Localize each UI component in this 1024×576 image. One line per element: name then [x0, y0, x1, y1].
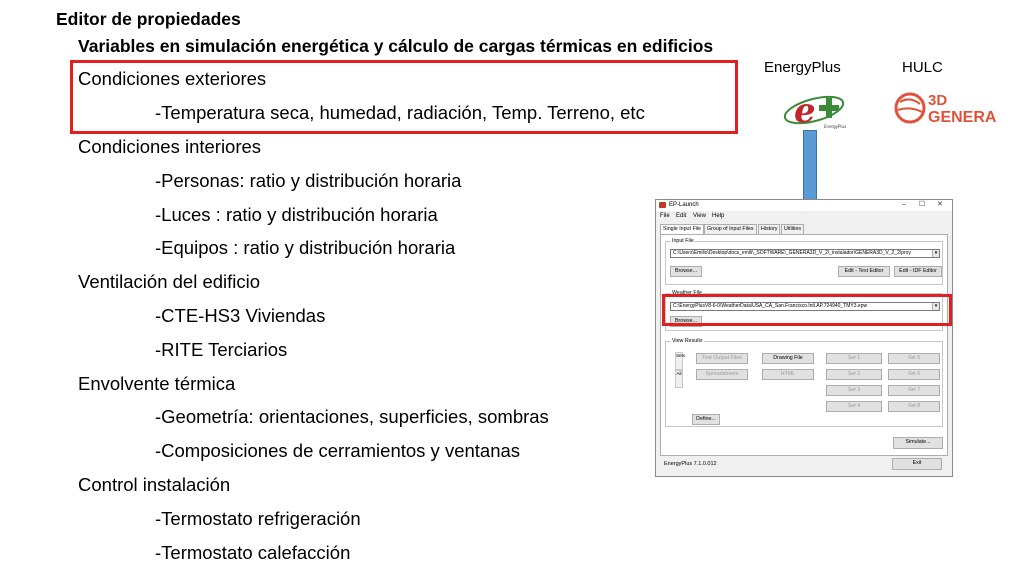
chevron-down-icon[interactable]: ▾: [932, 250, 939, 257]
tab-panel: [660, 234, 948, 456]
window-title: EP-Launch: [669, 202, 699, 208]
section-heading-control: Control instalación: [78, 474, 231, 495]
tab-utilities[interactable]: Utilities: [781, 224, 804, 234]
energyplus-logo-sub: EnergyPlus: [824, 124, 847, 129]
tab-group-input-files[interactable]: Group of Input Files: [704, 224, 757, 234]
menu-view[interactable]: View: [693, 213, 706, 219]
menubar: [656, 212, 952, 221]
input-file-value: C:\Users\Emilio\Desktop\docs_emili\_SOFTWARE\_GENERA3D_V_2\_instalador\GENERA3D_V_2_2\proy: [673, 250, 911, 256]
list-item: -Personas: ratio y distribución horaria: [155, 170, 462, 191]
exit-button[interactable]: Exit: [892, 458, 942, 470]
set-6-button[interactable]: Set 6: [888, 369, 940, 380]
energyplus-logo: [780, 88, 852, 130]
highlight-box-weather: [662, 294, 952, 326]
weather-file-value: C:\EnergyPlusV8-6-0\WeatherData\USA_CA_San.Francisco.Intl.AP.724940_TMY3.epw: [673, 303, 868, 309]
edit-text-editor-button[interactable]: Edit - Text Editor: [838, 266, 890, 277]
list-item: -Termostato calefacción: [155, 542, 351, 563]
svg-text:e: e: [794, 91, 816, 130]
view-results-group: [665, 338, 943, 427]
section-heading-exterior: Condiciones exteriores: [78, 68, 267, 89]
set-7-button[interactable]: Set 7: [888, 385, 940, 396]
minimize-icon[interactable]: –: [902, 201, 906, 208]
app-icon: [659, 202, 666, 208]
input-file-select[interactable]: [670, 249, 940, 258]
menu-edit[interactable]: Edit: [676, 213, 687, 219]
list-item: -Luces : ratio y distribución horaria: [155, 204, 438, 225]
section-heading-interior: Condiciones interiores: [78, 136, 262, 157]
edit-idf-editor-button[interactable]: Edit - IDF Editor: [894, 266, 942, 277]
menu-file[interactable]: File: [660, 213, 670, 219]
slide-subtitle: Variables en simulación energética y cálculo de cargas térmicas en edificios: [78, 36, 714, 56]
set-3-button[interactable]: Set 3: [826, 385, 882, 396]
sets-side-tab[interactable]: Sets: [675, 352, 683, 370]
hulc-label: HULC: [902, 59, 943, 76]
set-8-button[interactable]: Set 8: [888, 401, 940, 412]
view-results-label: View Results: [672, 338, 703, 344]
text-output-files-button[interactable]: Text Output Files: [696, 353, 748, 364]
input-file-group: [665, 238, 943, 285]
weather-browse-button[interactable]: Browse...: [670, 316, 702, 327]
ep-launch-window: [655, 199, 953, 477]
set-2-button[interactable]: Set 2: [826, 369, 882, 380]
simulate-button[interactable]: Simulate...: [893, 437, 943, 449]
window-titlebar: [656, 200, 952, 211]
list-item: -RITE Terciarios: [155, 339, 288, 360]
menu-help[interactable]: Help: [712, 213, 725, 219]
tab-single-input-file[interactable]: Single Input File: [660, 224, 704, 234]
highlight-box-exterior: [70, 60, 738, 134]
list-item: -Temperatura seca, humedad, radiación, Temp. Terreno, etc: [155, 102, 645, 123]
tab-history[interactable]: History: [758, 224, 780, 234]
list-item: -CTE-HS3 Viviendas: [155, 305, 326, 326]
set-5-button[interactable]: Set 5: [888, 353, 940, 364]
slide-title: Editor de propiedades: [56, 9, 241, 29]
close-icon[interactable]: ✕: [937, 201, 943, 208]
set-4-button[interactable]: Set 4: [826, 401, 882, 412]
section-heading-ventilation: Ventilación del edificio: [78, 271, 261, 292]
input-file-label: Input File: [672, 238, 694, 244]
all-side-tab[interactable]: All: [675, 370, 683, 388]
genera3d-logo-bottom: GENERA: [928, 109, 997, 126]
define-button[interactable]: Define...: [692, 414, 720, 425]
genera3d-logo-top: 3D: [928, 92, 948, 109]
section-heading-envelope: Envolvente térmica: [78, 373, 236, 394]
list-item: -Geometría: orientaciones, superficies, sombras: [155, 406, 549, 427]
html-button[interactable]: HTML: [762, 369, 814, 380]
list-item: -Composiciones de cerramientos y ventanas: [155, 440, 521, 461]
list-item: -Termostato refrigeración: [155, 508, 361, 529]
spreadsheets-button[interactable]: Spreadsheets: [696, 369, 748, 380]
list-item: -Equipos : ratio y distribución horaria: [155, 237, 456, 258]
energyplus-label: EnergyPlus: [764, 59, 841, 76]
genera3d-logo: [892, 88, 1008, 128]
input-browse-button[interactable]: Browse...: [670, 266, 702, 277]
maximize-icon[interactable]: ☐: [919, 201, 926, 208]
drawing-file-button[interactable]: Drawing File: [762, 353, 814, 364]
status-text: EnergyPlus 7.1.0.012: [664, 461, 717, 467]
weather-file-label: Weather File: [672, 290, 702, 296]
chevron-down-icon[interactable]: ▾: [932, 303, 939, 310]
set-1-button[interactable]: Set 1: [826, 353, 882, 364]
